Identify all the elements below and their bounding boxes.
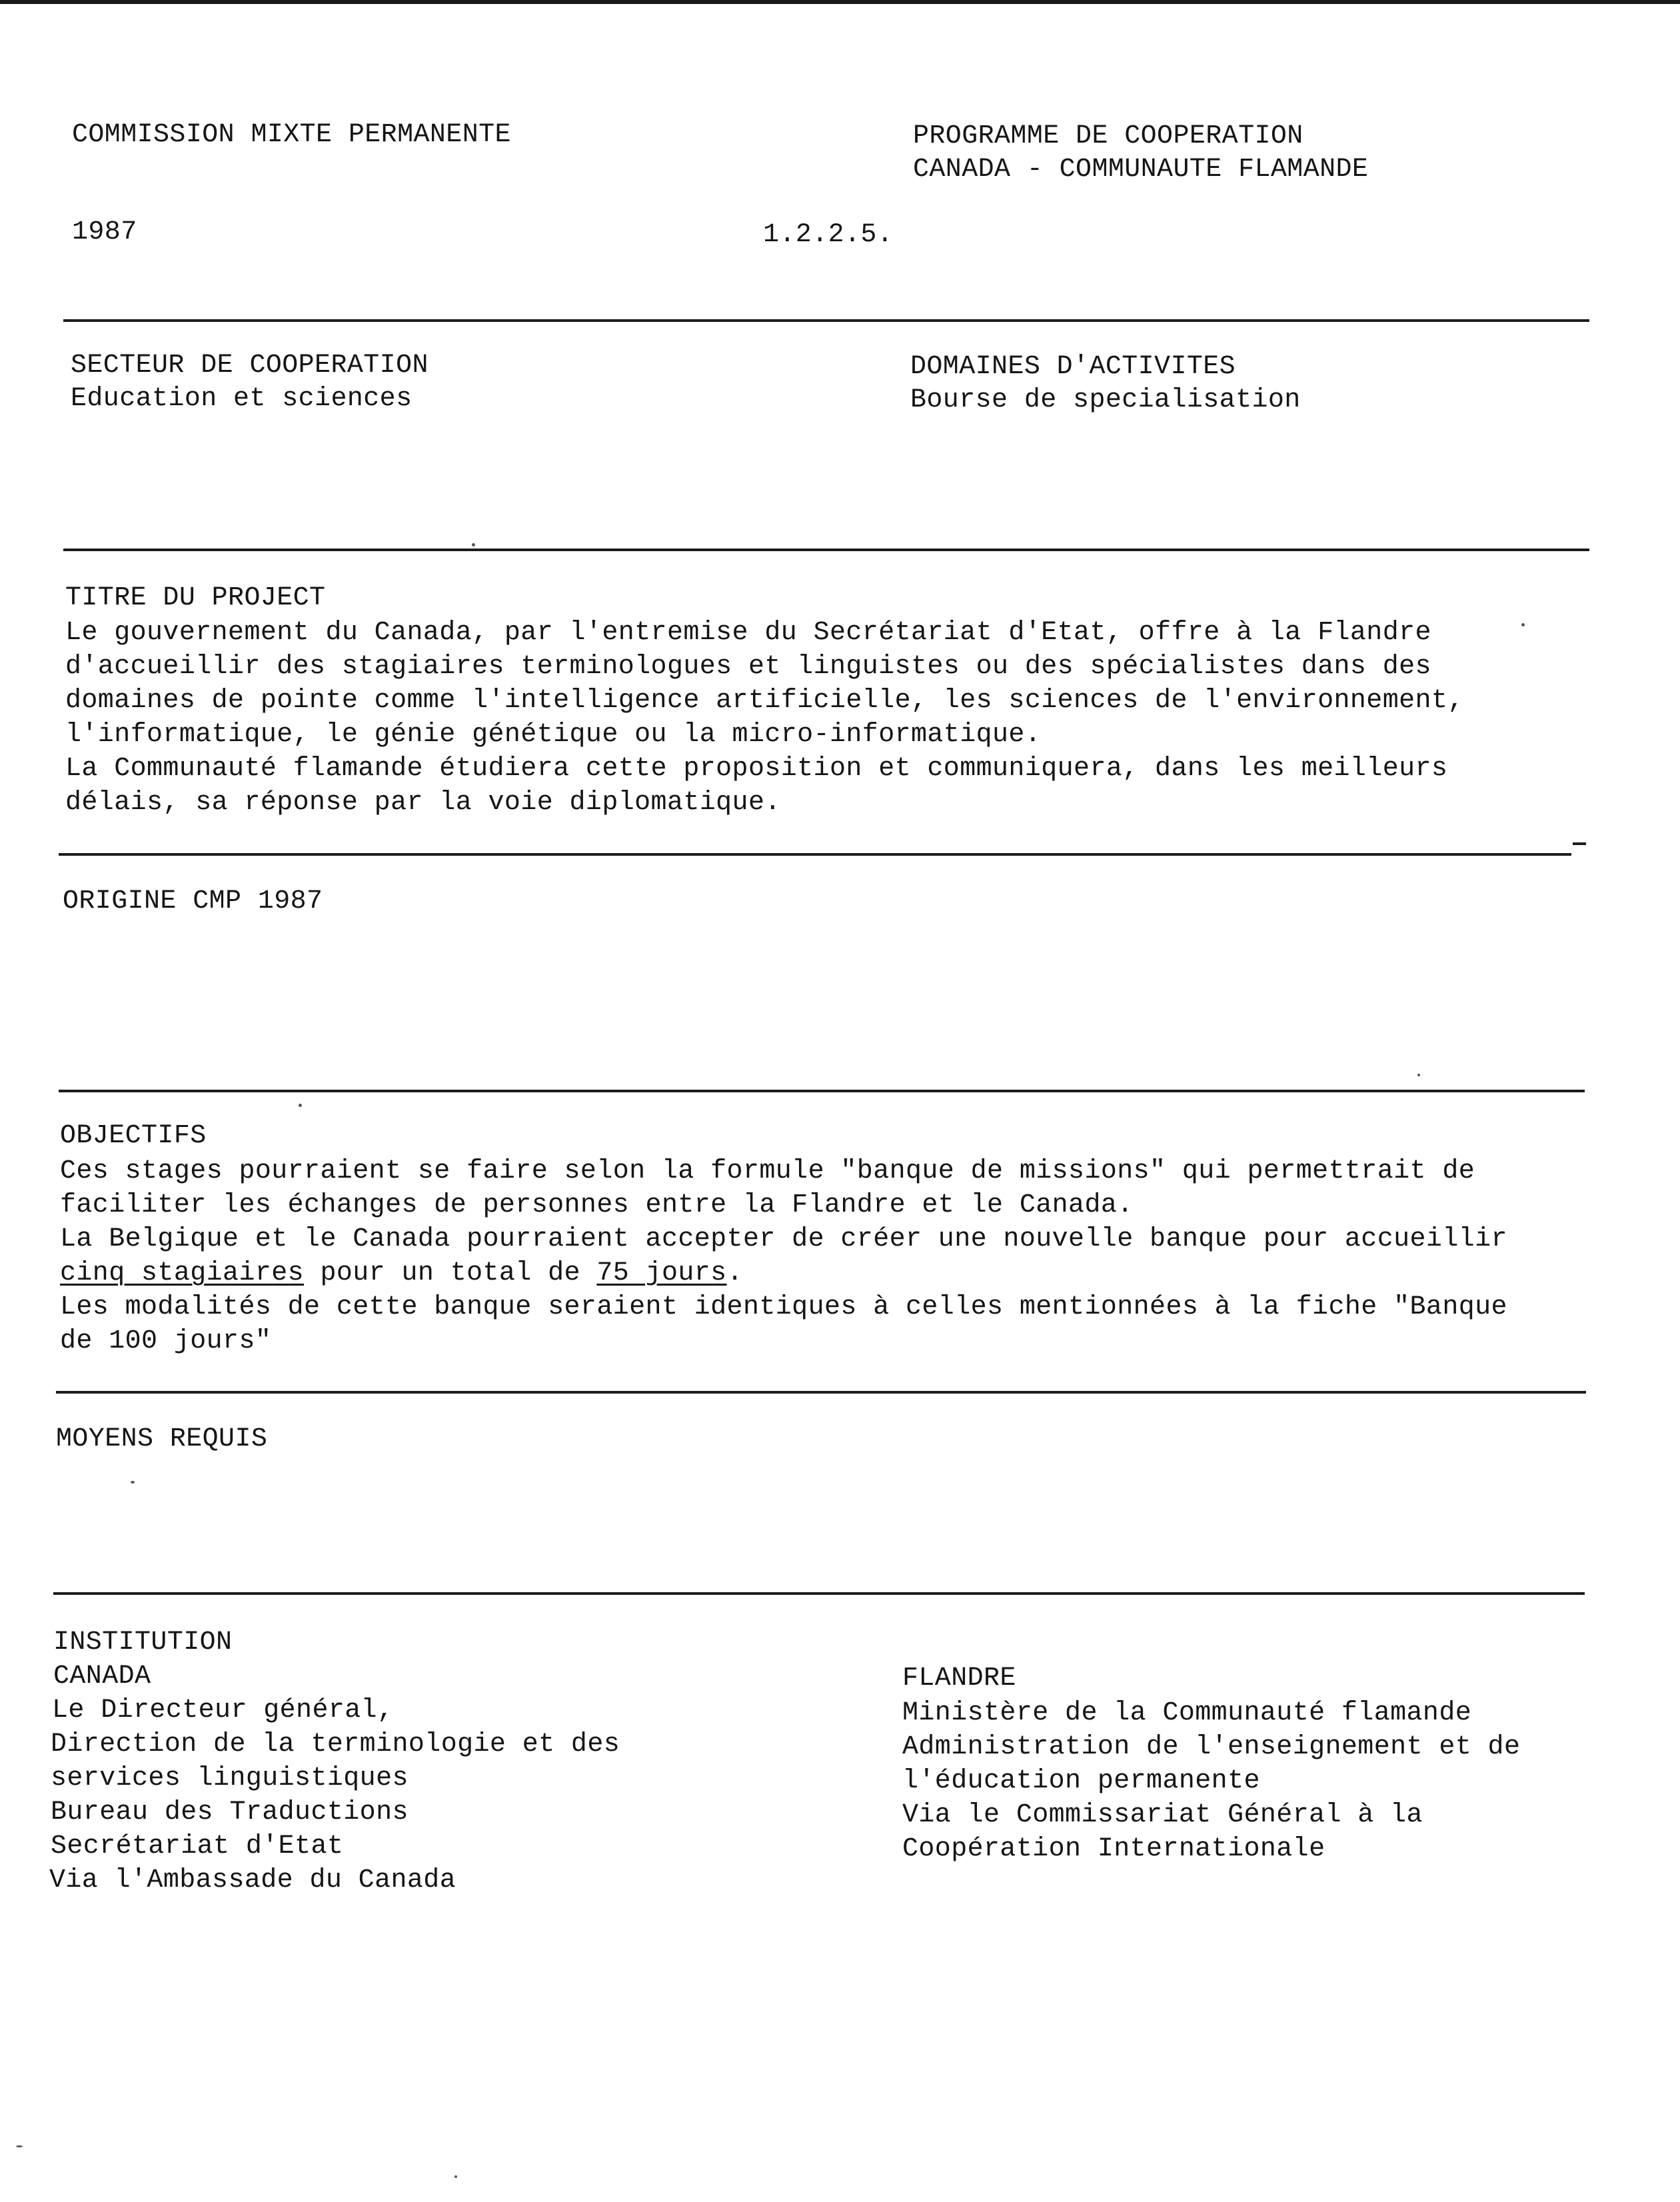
flandre-line-2: Administration de l'enseignement et de (902, 1732, 1521, 1762)
underlined-stagiaires: cinq stagiaires (60, 1258, 305, 1288)
flandre-heading: FLANDRE (902, 1663, 1016, 1693)
scan-speck (1417, 1074, 1420, 1076)
scan-top-edge (0, 0, 1680, 4)
canada-line-4: Bureau des Traductions (51, 1797, 409, 1827)
titre-line-3: domaines de pointe comme l'intelligence artificielle, les sciences de l'environnement, (65, 686, 1464, 716)
divider-4 (59, 1090, 1585, 1092)
objectifs-line-4 (60, 1257, 743, 1290)
flandre-line-3: l'éducation permanente (902, 1766, 1260, 1796)
scan-speck (454, 2175, 457, 2178)
secteur-label: SECTEUR DE COOPERATION (71, 351, 428, 381)
canada-line-2: Direction de la terminologie et des (51, 1729, 620, 1759)
titre-line-1: Le gouvernement du Canada, par l'entremise du Secrétariat d'Etat, offre à la Flandre (65, 618, 1431, 648)
secteur-value: Education et sciences (71, 384, 413, 414)
scan-speck (16, 2145, 23, 2147)
objectifs-line-6: de 100 jours" (60, 1326, 272, 1356)
domaines-value: Bourse de specialisation (910, 385, 1301, 415)
objectifs-line-3: La Belgique et le Canada pourraient accepter de créer une nouvelle banque pour accueillir (60, 1224, 1507, 1254)
canada-line-3: services linguistiques (51, 1763, 409, 1793)
domaines-label: DOMAINES D'ACTIVITES (910, 352, 1236, 382)
objectifs-line-5: Les modalités de cette banque seraient identiques à celles mentionnées à la fiche "Banque (60, 1292, 1507, 1322)
divider-1 (63, 319, 1589, 322)
reference-number: 1.2.2.5. (763, 220, 894, 250)
scan-speck (131, 1481, 135, 1484)
programme-title-line-2: CANADA - COMMUNAUTE FLAMANDE (913, 155, 1369, 185)
flandre-line-4: Via le Commissariat Général à la (902, 1800, 1423, 1830)
titre-line-2: d'accueillir des stagiaires terminologues et linguistes ou des spécialistes dans des (65, 652, 1431, 682)
scan-speck (1521, 623, 1525, 626)
objectifs-line-1: Ces stages pourraient se faire selon la formule "banque de missions" qui permettrait de (60, 1156, 1475, 1186)
moyens-label: MOYENS REQUIS (56, 1424, 268, 1454)
institution-label: INSTITUTION (53, 1628, 233, 1657)
scan-speck (299, 1104, 302, 1107)
titre-line-4: l'informatique, le génie génétique ou la micro-informatique. (65, 720, 1042, 750)
divider-6 (53, 1592, 1585, 1595)
objectifs-line-4-mid: pour un total de (304, 1258, 597, 1288)
canada-line-5: Secrétariat d'Etat (51, 1831, 344, 1861)
divider-5 (56, 1391, 1586, 1394)
titre-line-6: délais, sa réponse par la voie diplomatique. (65, 788, 781, 818)
titre-label: TITRE DU PROJECT (65, 583, 326, 613)
year: 1987 (72, 217, 137, 247)
flandre-line-5: Coopération Internationale (902, 1834, 1325, 1864)
objectifs-label: OBJECTIFS (60, 1121, 207, 1151)
titre-line-5: La Communauté flamande étudiera cette proposition et communiquera, dans les meilleurs (65, 754, 1448, 784)
commission-title: COMMISSION MIXTE PERMANENTE (72, 120, 511, 150)
canada-heading: CANADA (53, 1661, 151, 1691)
canada-line-1: Le Directeur général, (52, 1695, 394, 1725)
programme-title-line-1: PROGRAMME DE COOPERATION (913, 121, 1303, 151)
scan-speck (472, 543, 475, 547)
objectifs-line-4-end: . (726, 1258, 743, 1288)
origine-label: ORIGINE CMP 1987 (63, 886, 323, 916)
flandre-line-1: Ministère de la Communauté flamande (902, 1698, 1472, 1728)
objectifs-line-2: faciliter les échanges de personnes entre la Flandre et le Canada. (60, 1190, 1134, 1220)
underlined-jours: 75 jours (596, 1258, 727, 1288)
divider-2 (63, 549, 1589, 551)
divider-3 (59, 853, 1571, 856)
stray-mark (1573, 842, 1586, 845)
canada-line-6: Via l'Ambassade du Canada (49, 1865, 456, 1895)
